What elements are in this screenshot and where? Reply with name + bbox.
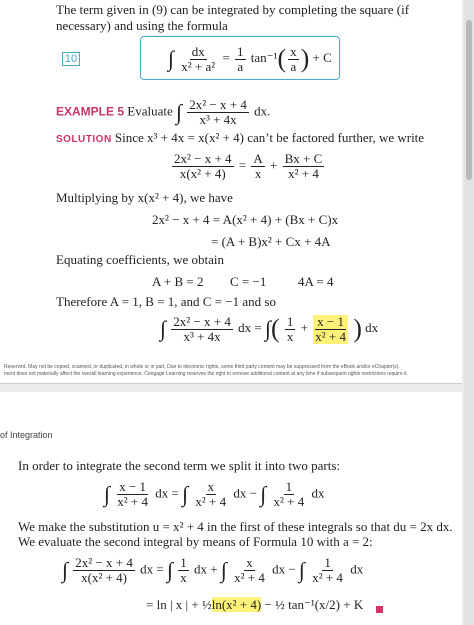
intro-text: The term given in (9) can be integrated by completing the square (if necessary) and using the formula — [56, 2, 410, 33]
coefficient-3: 4A = 4 — [298, 274, 334, 289]
scrollbar-thumb[interactable] — [466, 20, 472, 180]
coefficient-1: A + B = 2 — [152, 274, 204, 289]
split-integral: ∫ $\frac{x - 1}{\text{x² + 4}}$ dx = ∫ $\frac{x}{\text{x² + 4}}$ dx − ∫ $\frac{1}{\text{x² + 4}}$ dx — [104, 479, 325, 509]
example-5: EXAMPLE 5 Evaluate ∫ $\frac{\text{2x² − x + 4}}{\text{x³ + 4x}}$ dx. — [56, 97, 271, 127]
scrollbar[interactable] — [464, 0, 474, 625]
copyright-footer: Reserved. May not be copied, scanned, or duplicated, in whole or in part. Due to electronic rights, some third party content may be suppressed from the eBook and/or eChapter(s). ment does not materially affect the overall learning experience. Cengage Learning reserves the right to remove additional content at any time if subsequent rights restrictions require it. — [4, 364, 409, 377]
equation-1: 2x² − x + 4 = A(x² + 4) + (Bx + C)x — [152, 212, 339, 227]
section-header: of Integration — [0, 430, 53, 440]
textbook-page-bottom — [0, 392, 462, 625]
coefficient-2: C = −1 — [230, 274, 267, 289]
solution-line: SOLUTION Since x³ + 4x = x(x² + 4) can’t be factored further, we write — [56, 130, 425, 145]
highlighted-ln: ln(x² + 4) — [211, 597, 262, 612]
therefore-text: Therefore A = 1, B = 1, and C = −1 and so — [56, 294, 276, 309]
end-of-proof-square — [376, 600, 383, 618]
equation-2: = (A + B)x² + Cx + 4A — [211, 234, 331, 249]
formula-number: 10 — [62, 52, 80, 66]
substitution-text-2: We evaluate the second integral by means of Formula 10 with a = 2: — [18, 534, 373, 549]
highlighted-term: $\frac{x - 1}{\text{x² + 4}}$ — [315, 313, 346, 344]
page-divider — [0, 383, 462, 384]
formula-10: ∫ $\frac{dx}{\text{x² + a²}}$ = $\frac{1}{a}$ tan⁻¹( $\frac{x}{a}$ ) + C — [168, 43, 332, 74]
partial-fractions: $\frac{\text{2x² − x + 4}}{\text{x(x² + 4)}}$ = $\frac{A}{x}$ + $\frac{Bx + C}{\text{x² + 4}}$ — [174, 151, 323, 181]
final-integral: ∫ $\frac{\text{2x² − x + 4}}{\text{x³ + 4x}}$ dx = ∫( $\frac{1}{x}$ + $\frac{x - 1}{\text{x² + 4}}$ ) dx — [160, 313, 379, 344]
split-text: In order to integrate the second term we split it into two parts: — [18, 458, 341, 473]
equating-text: Equating coefficients, we obtain — [56, 252, 224, 267]
multiply-text: Multiplying by x(x² + 4), we have — [56, 190, 233, 205]
result-line: = ln | x | + ½ln(x² + 4) − ½ tan⁻¹(x/2) + K — [146, 597, 364, 612]
evaluated-integral: ∫ $\frac{\text{2x² − x + 4}}{\text{x(x² + 4)}}$ dx = ∫ $\frac{1}{x}$ dx + ∫ $\frac{x}{\text{x² + 4}}$ dx − ∫ $\frac{1}{\text{x² + 4}}$ dx — [62, 555, 364, 585]
substitution-text-1: We make the substitution u = x² + 4 in the first of these integrals so that du = 2x dx. — [18, 519, 453, 534]
